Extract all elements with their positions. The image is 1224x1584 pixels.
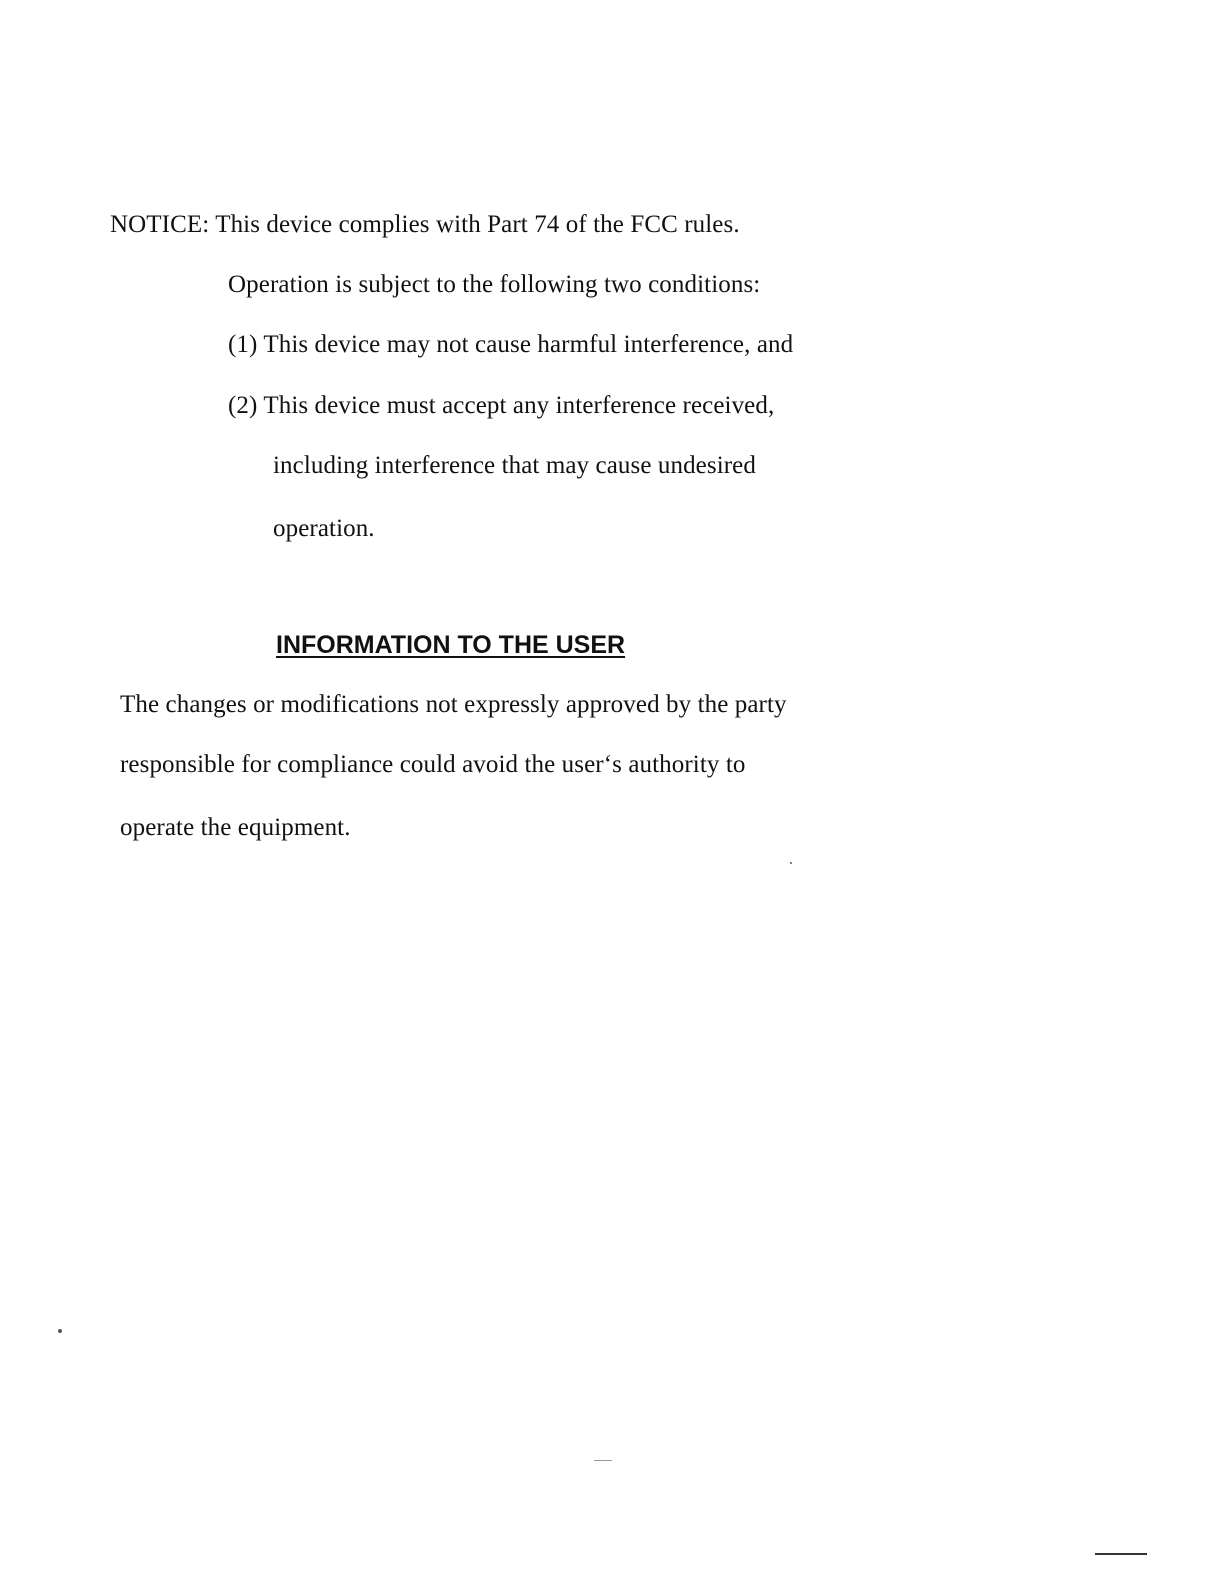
scan-speck: [790, 862, 792, 864]
notice-line-1: NOTICE: This device complies with Part 74 of the FCC rules.: [110, 211, 740, 238]
condition-2-continued: including interference that may cause undesired: [273, 452, 756, 479]
notice-line-2: Operation is subject to the following two conditions:: [228, 271, 761, 298]
scan-mark: [1095, 1553, 1147, 1555]
scan-mark: [594, 1460, 612, 1461]
section-heading: INFORMATION TO THE USER: [276, 631, 626, 659]
info-line-1: The changes or modifications not expressly approved by the party: [120, 691, 787, 718]
condition-2-end: operation.: [273, 515, 375, 542]
info-line-3: operate the equipment.: [120, 814, 351, 841]
scan-speck: [58, 1329, 62, 1333]
condition-1: (1) This device may not cause harmful interference, and: [228, 331, 794, 358]
condition-2: (2) This device must accept any interference received,: [228, 392, 775, 419]
info-line-2: responsible for compliance could avoid the user‘s authority to: [120, 751, 746, 778]
